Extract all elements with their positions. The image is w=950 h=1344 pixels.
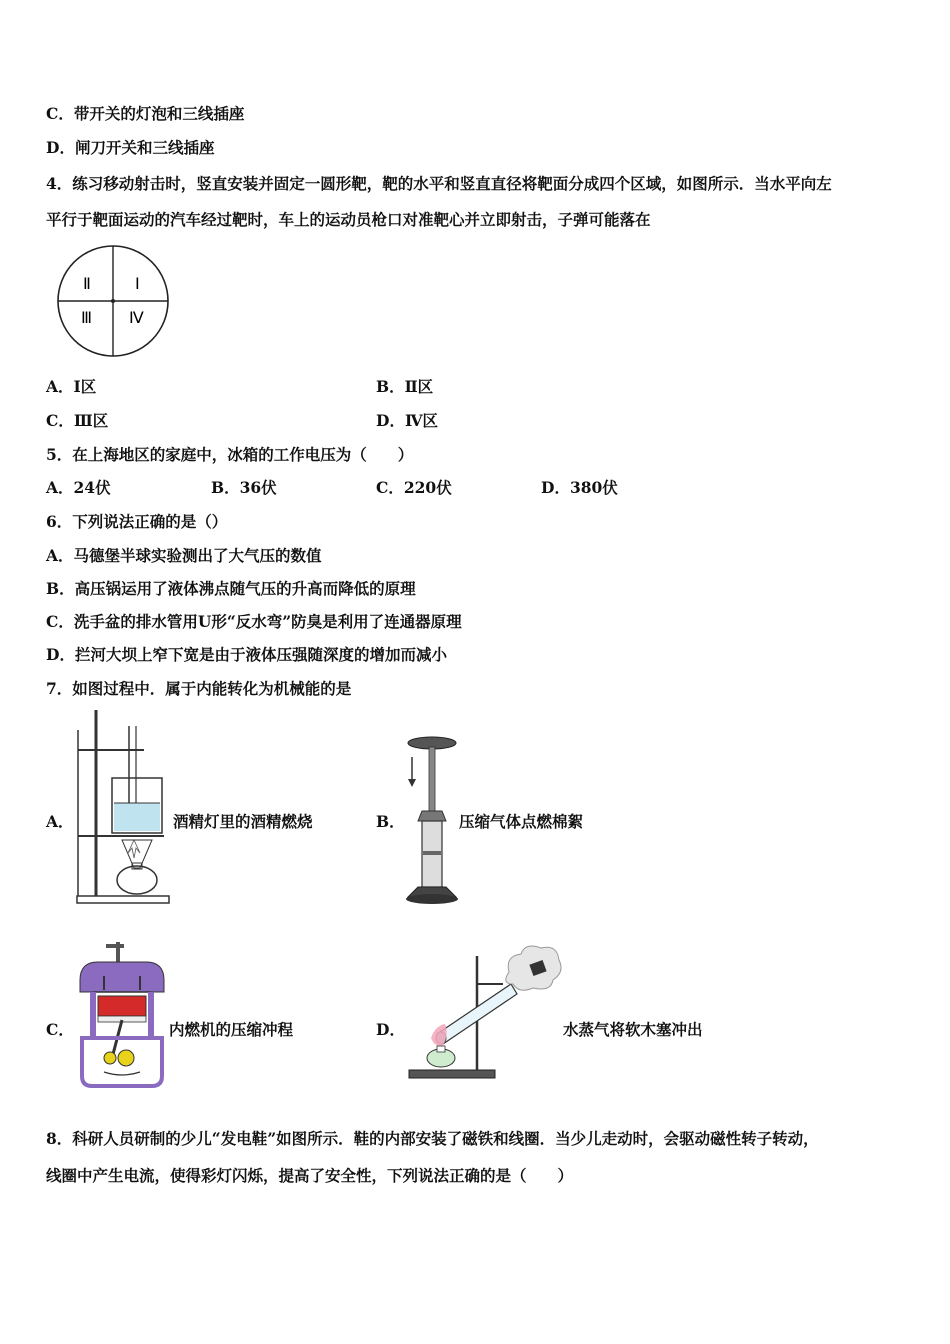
- q7-option-c-letter[interactable]: C．: [46, 1020, 74, 1039]
- q6-option-d[interactable]: D．拦河大坝上窄下宽是由于液体压强随深度的增加而减小: [46, 645, 447, 664]
- q5-option-c[interactable]: C．220伏: [376, 478, 452, 497]
- target-diagram: [55, 245, 173, 357]
- target-quadrant-2: Ⅱ: [83, 276, 91, 293]
- engine-compression-image: [74, 940, 170, 1088]
- q7-option-d-letter[interactable]: D．: [376, 1020, 405, 1039]
- q7-option-b-letter[interactable]: B．: [376, 812, 405, 831]
- q7-option-c-text: 内燃机的压缩冲程: [169, 1020, 294, 1039]
- q4-option-b[interactable]: B．Ⅱ区: [376, 377, 434, 396]
- target-quadrant-3: Ⅲ: [81, 310, 93, 327]
- q4-option-c[interactable]: C．Ⅲ区: [46, 411, 109, 430]
- target-quadrant-1: Ⅰ: [135, 276, 140, 293]
- q5-option-d[interactable]: D．380伏: [541, 478, 618, 497]
- question-7: 7．如图过程中．属于内能转化为机械能的是: [46, 679, 352, 698]
- question-8-line-1: 8．科研人员研制的少儿“发电鞋”如图所示．鞋的内部安装了磁铁和线圈．当少儿走动时，会驱动磁性转子转动，: [46, 1129, 819, 1148]
- q4-option-a[interactable]: A．Ⅰ区: [46, 377, 97, 396]
- option-c-previous: C．带开关的灯泡和三线插座: [46, 104, 245, 123]
- q4-option-d[interactable]: D．Ⅳ区: [376, 411, 439, 430]
- fire-syringe-image: [400, 735, 462, 907]
- q7-option-d-text: 水蒸气将软木塞冲出: [563, 1020, 703, 1039]
- q6-option-c[interactable]: C．洗手盆的排水管用U形“反水弯”防臭是利用了连通器原理: [46, 612, 462, 631]
- question-8-line-2: 线圈中产生电流，使得彩灯闪烁，提高了安全性，下列说法正确的是（ ）: [46, 1166, 574, 1185]
- q7-option-a-text: 酒精灯里的酒精燃烧: [173, 812, 313, 831]
- target-quadrant-4: Ⅳ: [129, 310, 144, 327]
- steam-cork-image: [405, 942, 565, 1090]
- q7-option-b-text: 压缩气体点燃棉絮: [459, 812, 584, 831]
- q5-option-a[interactable]: A．24伏: [46, 478, 111, 497]
- q5-option-b[interactable]: B．36伏: [211, 478, 277, 497]
- alcohol-lamp-apparatus-image: [74, 708, 174, 906]
- q6-option-a[interactable]: A．马德堡半球实验测出了大气压的数值: [46, 546, 322, 565]
- question-5: 5．在上海地区的家庭中，冰箱的工作电压为（ ）: [46, 445, 414, 464]
- option-d-previous: D．闸刀开关和三线插座: [46, 138, 215, 157]
- question-4-line-2: 平行于靶面运动的汽车经过靶时，车上的运动员枪口对准靶心并立即射击，子弹可能落在: [46, 210, 651, 229]
- q7-option-a-letter[interactable]: A．: [46, 812, 74, 831]
- question-6: 6．下列说法正确的是（）: [46, 512, 228, 531]
- question-4-line-1: 4．练习移动射击时，竖直安装并固定一圆形靶，靶的水平和竖直直径将靶面分成四个区域，如图所示．当水平向左: [46, 174, 832, 193]
- q6-option-b[interactable]: B．高压锅运用了液体沸点随气压的升高而降低的原理: [46, 579, 416, 598]
